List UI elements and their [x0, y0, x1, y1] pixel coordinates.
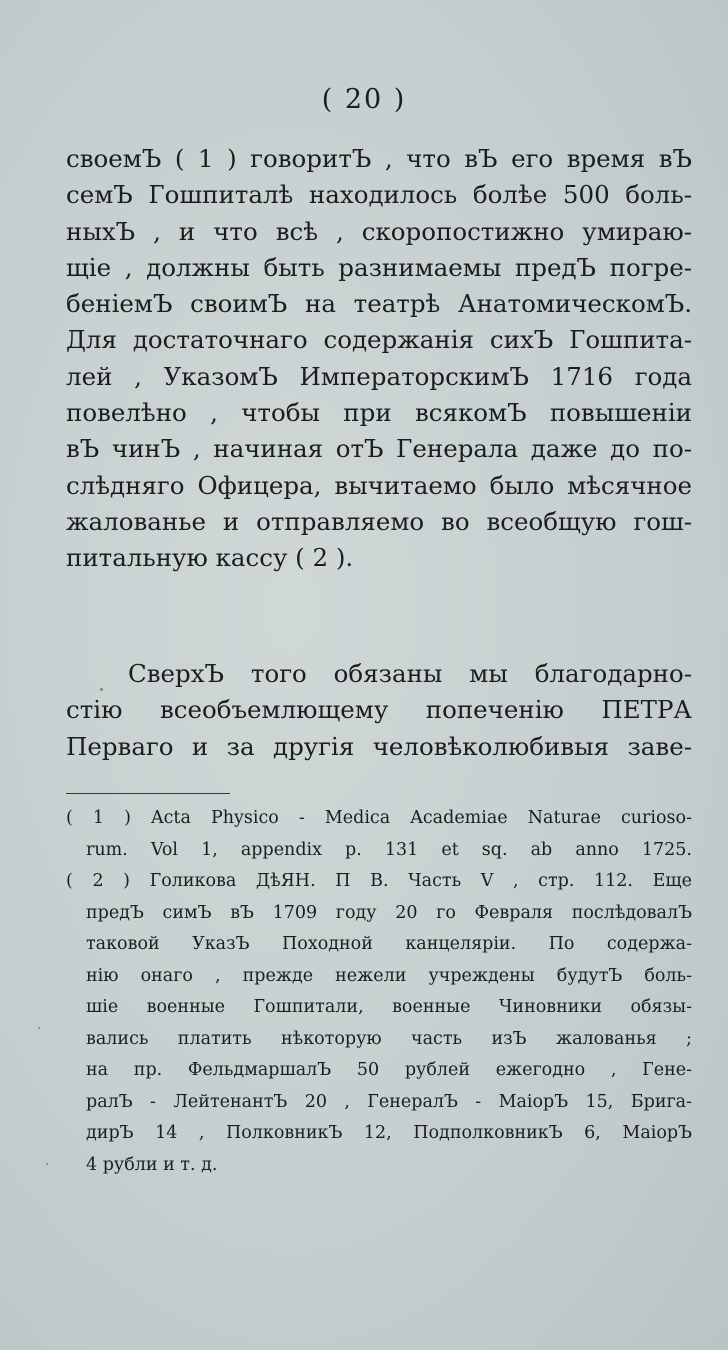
- text-line: стію всеобъемлющему попеченію ПЕТРА: [66, 695, 692, 725]
- footnote-line: ( 1 ) Acta Physico - Medica Academiae Naturae curioso-: [66, 808, 692, 828]
- paper-speck: [46, 1163, 48, 1165]
- paper-speck: [38, 1027, 40, 1029]
- paragraph-1: [66, 141, 692, 577]
- footnote-line: шіе военные Гошпитали, военные Чиновники обязы-: [86, 997, 692, 1017]
- text-line: вЪ чинЪ , начиная отЪ Генерала даже до по-: [66, 434, 692, 464]
- text-line: Для достаточнаго содержанія сихЪ Гошпита-: [66, 325, 692, 355]
- text-line: беніемЪ своимЪ на театрѣ АнатомическомЪ.: [66, 289, 692, 319]
- footnote-line: rum. Vol 1, appendix p. 131 et sq. ab anno 1725.: [86, 839, 692, 860]
- footnote-line: предЪ симЪ вЪ 1709 году 20 го Февраля послѣдовалЪ: [86, 902, 692, 923]
- text-line: повелѣно , чтобы при всякомЪ повышеніи: [66, 398, 692, 428]
- footnote-divider: [66, 793, 230, 794]
- text-line: ныхЪ , и что всѣ , скоропостижно умираю-: [66, 216, 692, 246]
- text-line: СверхЪ того обязаны мы благодарно-: [128, 659, 692, 688]
- footnote-line: таковой УказЪ Походной канцелярiи. По содержа-: [86, 934, 692, 954]
- footnote-line: ( 2 ) Голикова ДѣЯН. П В. Часть V , стр. 112. Еще: [66, 871, 692, 891]
- text-line: жалованье и отправляемо во всеобщую гош-: [66, 506, 692, 536]
- text-line: щіе , должны быть разнимаемы предЪ погре-: [66, 252, 692, 282]
- text-line: своемЪ ( 1 ) говоритЪ , что вЪ его время вЪ: [66, 144, 692, 173]
- text-line: Перваго и за другія человѣколюбивыя заве-: [66, 731, 692, 761]
- paper-speck: [100, 688, 103, 691]
- paragraph-2: [66, 656, 692, 765]
- text-line: семЪ Гошпиталѣ находилось болѣе 500 боль-: [66, 180, 692, 210]
- footnotes: [66, 803, 692, 1181]
- footnote-line: нію онаго , прежде нежели учреждены будутЪ боль-: [86, 965, 692, 986]
- footnote-line: на пр. ФельдмаршалЪ 50 рублей ежегодно , Гене-: [86, 1060, 692, 1080]
- footnote-line: 4 рубли и т. д.: [86, 1154, 218, 1175]
- text-line: лей , УказомЪ ИмператорскимЪ 1716 года: [66, 361, 692, 391]
- footnote-line: ралЪ - ЛейтенантЪ 20 , ГенералЪ - МаiорЪ 15, Брига-: [86, 1091, 692, 1112]
- footnote-line: дирЪ 14 , ПолковникЪ 12, ПодполковникЪ 6, МаiорЪ: [86, 1123, 692, 1143]
- text-line: питальную кассу ( 2 ).: [66, 543, 354, 573]
- page-number: ( 20 ): [321, 84, 407, 115]
- text-line: слѣдняго Офицера, вычитаемо было мѣсячное: [66, 470, 692, 500]
- footnote-line: вались платить нѣкоторую часть изЪ жалованья ;: [86, 1028, 692, 1049]
